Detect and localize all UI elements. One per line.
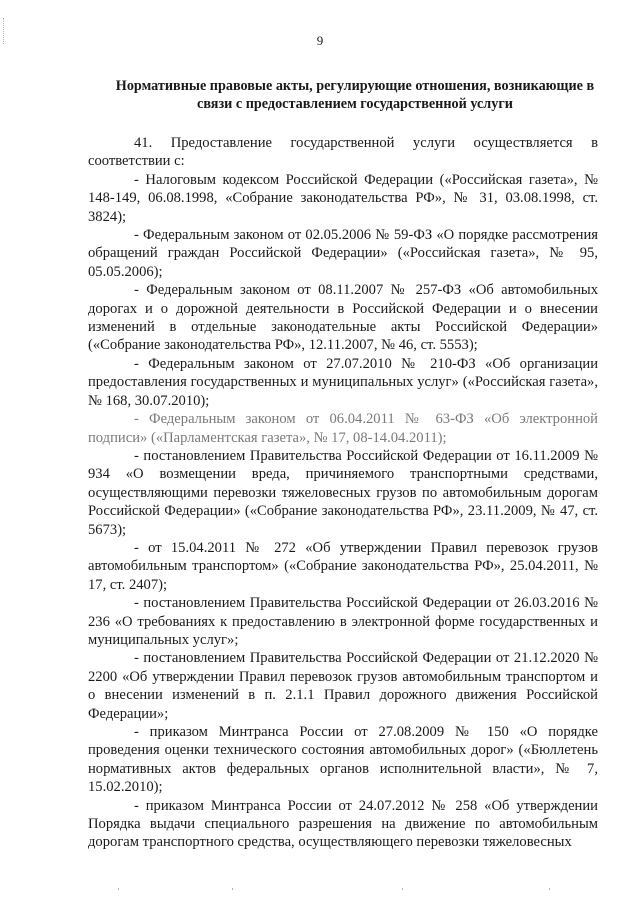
scan-speck: [232, 888, 233, 890]
scan-speck: [549, 888, 550, 890]
section-heading: Нормативные правовые акты, регулирующие отношения, возникающие в связи с предоставлением государственной услуги: [115, 78, 595, 112]
list-item-decree-934: - постановлением Правительства Российской Федерации от 16.11.2009 № 934 «О возмещении вреда, причиняемого транспортными средствами, осуществляющими перевозки тяжеловесных грузов по автомобильным дорогам Российской Федерации» («Собрание законодательства РФ», 23.11.2009, № 47, ст. 5673);: [88, 447, 598, 538]
scan-speck: [402, 888, 403, 890]
list-item-decree-236: - постановлением Правительства Российской Федерации от 26.03.2016 № 236 «О требованиях к предоставлению в электронной форме государственных и муниципальных услуг»;: [88, 595, 598, 648]
list-item-order-258: - приказом Минтранса России от 24.07.2012 № 258 «Об утверждении Порядка выдачи специального разрешения на движение по автомобильным дорогам транспортного средства, осуществляющего перевозки тяжеловесных: [88, 797, 598, 851]
list-item-law-210fz: - Федеральным законом от 27.07.2010 № 210-ФЗ «Об организации предоставления государственных и муниципальных услуг» («Российская газета», № 168, 30.07.2010);: [88, 355, 598, 409]
list-item-decree-2200: - постановлением Правительства Российской Федерации от 21.12.2020 № 2200 «Об утверждении Правил перевозок грузов автомобильным транспортом и о внесении изменений в п. 2.1.1 Правил дорожного движения Российской Федерации»;: [88, 650, 598, 722]
scan-speck: [118, 888, 119, 890]
list-item-tax-code: - Налоговым кодексом Российской Федерации («Российская газета», № 148-149, 06.08.1998, «Собрание законодательства РФ», № 31, 03.08.1998, ст. 3824);: [88, 171, 598, 225]
list-item-decree-272: - от 15.04.2011 № 272 «Об утверждении Правил перевозок грузов автомобильным транспортом» («Собрание законодательства РФ», 25.04.2011, № 17, ст. 2407);: [88, 539, 598, 593]
list-item-law-59fz: - Федеральным законом от 02.05.2006 № 59-ФЗ «О порядке рассмотрения обращений граждан Российской Федерации» («Российская газета», № 95, 05.05.2006);: [88, 227, 598, 280]
document-body: [88, 134, 598, 852]
list-item-order-150: - приказом Минтранса России от 27.08.2009 № 150 «О порядке проведения оценки технического состояния автомобильных дорог» («Бюллетень нормативных актов федеральных органов исполнительной власти», № 7, 15.02.2010);: [88, 724, 598, 796]
paragraph-intro: 41. Предоставление государственной услуги осуществляется в соответствии с:: [88, 135, 598, 170]
page-number: 9: [316, 33, 324, 48]
list-item-law-63fz: - Федеральным законом от 06.04.2011 № 63-ФЗ «Об электронной подписи» («Парламентская газета», № 17, 08-14.04.2011);: [88, 411, 598, 446]
list-item-law-257fz: - Федеральным законом от 08.11.2007 № 257-ФЗ «Об автомобильных дорогах и о дорожной деятельности в Российской Федерации и о внесении изменений в отдельные законодательные акты Российской Федерации» («Собрание законодательства РФ», 12.11.2007, № 46, ст. 5553);: [88, 282, 598, 354]
scan-artifacts: [0, 888, 640, 898]
